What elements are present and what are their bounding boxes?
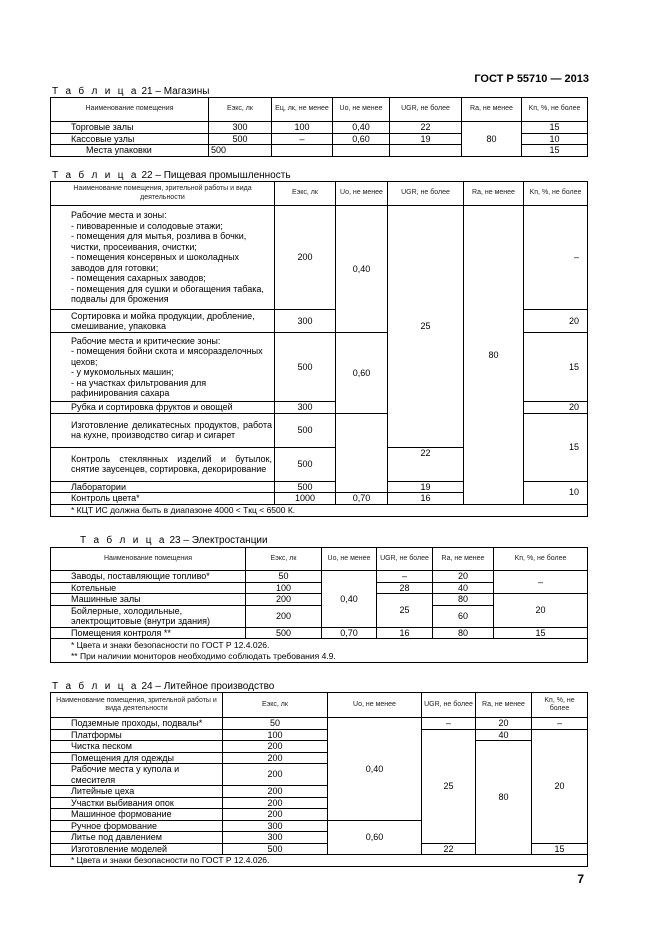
table21-caption: Т а б л и ц а 21 – Магазины [52,86,210,97]
table-row: Кассовые узлы [51,133,209,145]
table-row: Изготовление деликатесных продуктов, работа на кухне, производство сигар и сигарет [51,413,275,447]
table-cell: 0,70 [322,627,377,639]
table23-header: UGR, не более [377,548,433,571]
table-cell: 25 [377,594,433,628]
table-cell: 80 [462,122,522,157]
table-cell: 20 [433,571,494,583]
table-cell: 200 [246,594,322,606]
table-row: Ручное формование [51,820,223,832]
table-cell: 300 [223,820,328,832]
table-cell: 60 [433,605,494,627]
table-cell: 0,60 [333,133,390,145]
table-row: Котельные [51,582,246,594]
table-cell: 80 [476,741,532,855]
table-row: Контроль стеклянных изделий и бутылок, снятие заусенцев, сортировка, декорирование [51,447,275,481]
table-row: Помещения контроля ** [51,627,246,639]
table-cell: 0,40 [328,718,422,821]
table22-note: * КЦТ ИС должна быть в диапазоне 4000 < Tкц < 6500 К. [51,504,588,516]
table24-header: Uo, не менее [328,693,422,718]
table-cell: 500 [275,333,336,402]
table-cell: 22 [422,843,476,855]
table-cell: 20 [524,310,588,333]
table-cell: 100 [246,582,322,594]
table21-header: Наименование помещения [51,98,209,122]
table-cell: 0,40 [322,571,377,628]
table-cell: 15 [532,843,588,855]
table-cell: 20 [532,729,588,843]
table-row: Бойлерные, холодильные, электрощитовые (внутри здания) [51,605,246,627]
table22-caption: Т а б л и ц а 22 – Пищевая промышленность [52,170,291,181]
table-cell: 10 [524,481,588,504]
table-cell: 0,40 [333,122,390,134]
table-row: Рубка и сортировка фруктов и овощей [51,402,275,414]
table-cell: 300 [275,402,336,414]
table23-note: * Цвета и знаки безопасности по ГОСТ Р 12.4.026. [51,639,588,651]
table-cell: 20 [494,594,588,628]
table-cell: 200 [246,605,322,627]
table-cell: 500 [209,133,272,145]
table-cell: 200 [223,797,328,809]
table-cell: – [422,718,476,730]
table-row: Подземные проходы, подвалы* [51,718,223,730]
table-cell: 500 [275,413,336,447]
table-row: Торговые залы [51,122,209,134]
table-cell: 20 [476,718,532,730]
table-cell [336,413,388,493]
table-cell: 15 [524,333,588,402]
table24-note: * Цвета и знаки безопасности по ГОСТ Р 12.4.026. [51,855,588,867]
table21-header: Eэкс, лк [209,98,272,122]
table22-header: UGR, не более [388,182,464,206]
table-row: Изготовление моделей [51,843,223,855]
table-cell: 500 [246,627,322,639]
table-cell [333,145,390,157]
table-cell: 80 [464,206,524,505]
table-cell: 100 [223,729,328,741]
table-row: Лаборатории [51,481,275,493]
table24 [50,692,588,867]
table-cell: 200 [223,764,328,786]
table-cell: – [377,571,433,583]
table-cell: 300 [275,310,336,333]
table-cell: – [494,571,588,594]
table-cell: 28 [377,582,433,594]
table24-header: Наименование помещения, зрительной работы и вида деятельности [51,693,223,718]
document-standard-header: ГОСТ Р 55710 — 2013 [474,73,589,85]
table-cell: 500 [275,481,336,493]
table22-header: Kп, %, не более [524,182,588,206]
table-row: Рабочие места и зоны: - пивоваренные и солодовые этажи; - помещения для мытья, розлива в бочки, чистки, просеивания, очистки; - помещения консервных и шоколадных заводов для готовки; - помещения сахарных заводов; - помещения для сушки и обогащения табака, подвалы для брожения [51,206,275,310]
table21 [50,97,588,157]
table23-caption: Т а б л и ц а 23 – Электростанции [80,535,268,546]
table21-header: Ra, не менее [462,98,522,122]
table22-header: Eэкс, лк [275,182,336,206]
table-cell: 200 [223,741,328,753]
table-cell: – [524,206,588,310]
table-cell: 500 [275,447,336,481]
table23-header: Kп, %, не более [494,548,588,571]
table22-header: Ra, не менее [464,182,524,206]
table-row: Машинное формование [51,809,223,821]
table-cell [272,145,333,157]
table23 [50,547,588,663]
table-row: Машинные залы [51,594,246,606]
table23-header: Uo, не менее [322,548,377,571]
table-cell: 200 [275,206,336,310]
table-cell: 500 [209,145,272,157]
table-cell: 80 [433,627,494,639]
table-row: Места упаковки [51,145,209,157]
table-cell: 25 [422,729,476,843]
table-cell: 25 [388,206,464,448]
table-cell: 40 [433,582,494,594]
table-cell [390,145,462,157]
table-cell: 200 [223,809,328,821]
table-cell: 1000 [275,493,336,505]
table-row: Литейные цеха [51,786,223,798]
table23-note: ** При наличии мониторов необходимо соблюдать требования 4.9. [51,651,588,663]
table-cell: 50 [223,718,328,730]
table-row: Помещения для одежды [51,752,223,764]
table24-caption: Т а б л и ц а 24 – Литейное производство [52,681,275,692]
table-cell: 15 [494,627,588,639]
table21-header: Uo, не менее [333,98,390,122]
table-row: Чистка песком [51,741,223,753]
table-cell: 20 [524,402,588,414]
table-row: Сортировка и мойка продукции, дробление, смешивание, упаковка [51,310,275,333]
table-cell: 0,60 [328,820,422,855]
table-cell: 19 [388,481,464,493]
table-cell: 16 [388,493,464,505]
table-row: Платформы [51,729,223,741]
table-cell: 40 [476,729,532,741]
table-cell: 80 [433,594,494,606]
table-row: Рабочие места и критические зоны: - помещения бойни скота и мясоразделочных цехов; - у мукомольных машин; - на участках фильтрования для рафинирования сахара [51,333,275,402]
table-cell: 16 [377,627,433,639]
table23-header: Наименование помещения [51,548,246,571]
table-cell: 22 [388,447,464,481]
table-cell: 15 [522,122,588,134]
table21-header: Eц, лк, не менее [272,98,333,122]
table21-header: UGR, не более [390,98,462,122]
table24-header: Ra, не менее [476,693,532,718]
table-cell: 200 [223,752,328,764]
table-cell: 22 [390,122,462,134]
table-cell: – [272,133,333,145]
table22-header: Наименование помещения, зрительной работы и вида деятельности [51,182,275,206]
table-cell: 50 [246,571,322,583]
table-cell: 300 [223,832,328,844]
table23-header: Ra, не менее [433,548,494,571]
table-cell: 15 [524,413,588,481]
table-row: Литье под давлением [51,832,223,844]
table-row: Заводы, поставляющие топливо* [51,571,246,583]
table-row: Рабочие места у купола и смесителя [51,764,223,786]
table-cell: 300 [209,122,272,134]
table-cell: 0,60 [336,333,388,414]
table-cell: 19 [390,133,462,145]
table22-header: Uo, не менее [336,182,388,206]
table-cell: 10 [522,133,588,145]
table-cell: 100 [272,122,333,134]
table-cell: 200 [223,786,328,798]
table21-header: Kп, %, не более [522,98,588,122]
table-cell: 15 [522,145,588,157]
table24-header: Kп, %, не более [532,693,588,718]
table23-header: Eэкс, лк [246,548,322,571]
table-cell: 0,70 [336,493,388,505]
table-cell: – [532,718,588,730]
table24-header: UGR, не более [422,693,476,718]
table22 [50,181,588,517]
table-cell: 500 [223,843,328,855]
table-row: Контроль цвета* [51,493,275,505]
table-cell: 0,40 [336,206,388,333]
table-row: Участки выбивания опок [51,797,223,809]
page-number: 7 [577,872,584,886]
table24-header: Eэкс, лк [223,693,328,718]
